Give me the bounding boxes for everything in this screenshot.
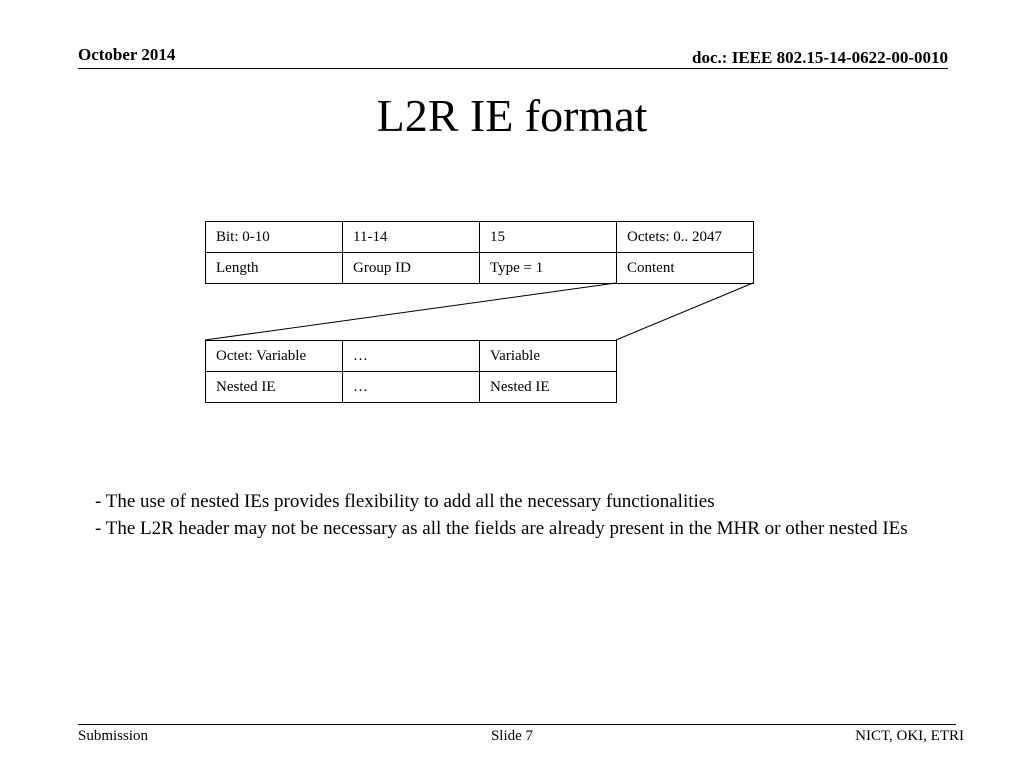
table-cell: Nested IE xyxy=(480,372,617,403)
table-cell: Nested IE xyxy=(206,372,343,403)
bullet-list xyxy=(95,488,925,542)
content-field-expansion-table xyxy=(205,340,617,403)
table-cell: Type = 1 xyxy=(480,253,617,284)
zoom-line-right xyxy=(616,283,753,340)
table-cell: … xyxy=(343,341,480,372)
table-row xyxy=(206,341,617,372)
footer-divider xyxy=(78,724,956,725)
header-date: October 2014 xyxy=(78,45,176,64)
table-cell: Content xyxy=(617,253,754,284)
table-cell: 15 xyxy=(480,222,617,253)
footer-authors: NICT, OKI, ETRI xyxy=(855,728,964,744)
table-cell: Octets: 0.. 2047 xyxy=(617,222,754,253)
table-cell: Variable xyxy=(480,341,617,372)
slide-title: L2R IE format xyxy=(376,90,648,141)
table-cell: Octet: Variable xyxy=(206,341,343,372)
bullet-item: - The L2R header may not be necessary as all the fields are already present in the MHR or other nested IEs xyxy=(95,518,908,539)
bullet-item: - The use of nested IEs provides flexibility to add all the necessary functionalities xyxy=(95,491,715,512)
table-row xyxy=(206,253,754,284)
table-cell: … xyxy=(343,372,480,403)
table-row xyxy=(206,372,617,403)
l2r-ie-format-table xyxy=(205,221,754,284)
table-cell: 11-14 xyxy=(343,222,480,253)
table-cell: Group ID xyxy=(343,253,480,284)
table-row xyxy=(206,222,754,253)
header-doc-id: doc.: IEEE 802.15-14-0622-00-0010 xyxy=(692,48,948,67)
zoom-line-left xyxy=(205,283,616,340)
header-divider xyxy=(78,68,948,69)
footer-submission: Submission xyxy=(78,728,149,744)
table-cell: Bit: 0-10 xyxy=(206,222,343,253)
table-cell: Length xyxy=(206,253,343,284)
footer-slide-number: Slide 7 xyxy=(490,728,534,744)
